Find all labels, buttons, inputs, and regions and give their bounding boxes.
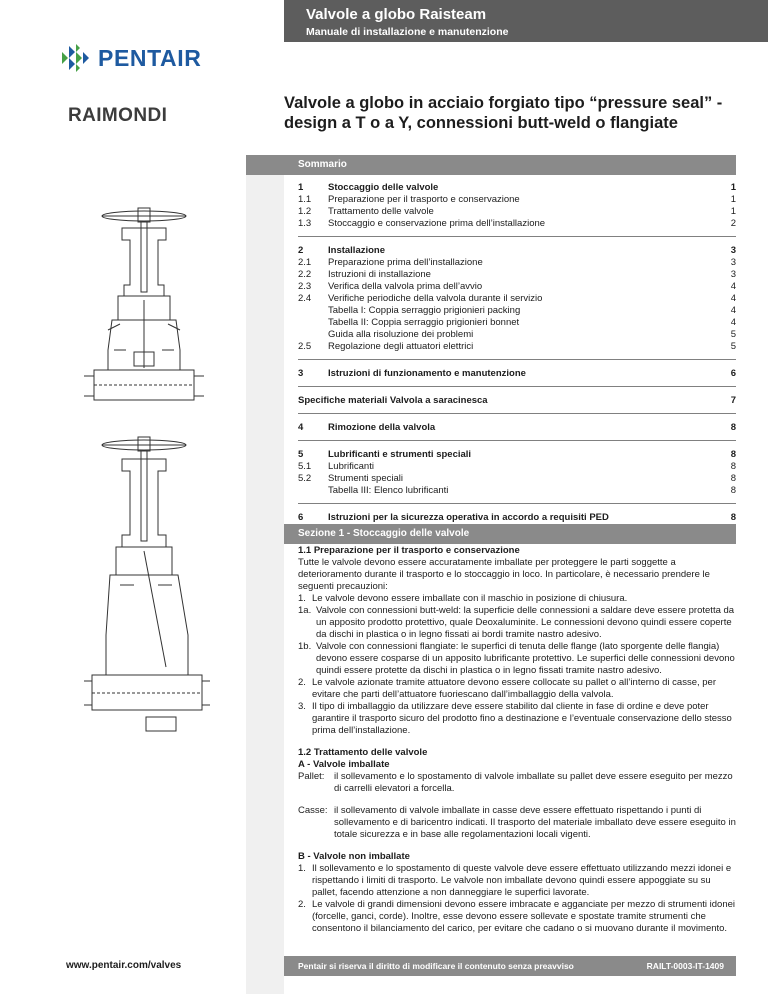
toc-entry-number: 2.2 — [298, 269, 312, 280]
pentair-logo — [60, 42, 230, 74]
toc-entry[interactable] — [298, 512, 736, 524]
header-subtitle: Manuale di installazione e manutenzione — [306, 26, 509, 38]
toc-entry-page: 4 — [730, 305, 736, 316]
toc-entry-label: Verifiche periodiche della valvola durante il servizio — [328, 293, 543, 304]
section-1-1-intro: Tutte le valvole devono essere accuratamente imballate per proteggere le parti soggette a deterioramento durante il trasporto e lo stoccaggio in loco. In particolare, è necessario prendere le seguenti precauzioni: — [298, 557, 710, 592]
toc-entry-page: 1 — [730, 206, 736, 217]
toc-entry-page: 8 — [730, 422, 736, 433]
toc-entry-page: 8 — [730, 485, 736, 496]
footer-code: RAILT-0003-IT-1409 — [646, 961, 724, 971]
document-title: Valvole a globo in acciaio forgiato tipo “pressure seal” - design a T o a Y, connessioni butt-weld o flangiate — [284, 94, 723, 132]
toc-entry[interactable] — [298, 395, 736, 407]
toc-entry-number: 3 — [298, 368, 304, 379]
toc-entry-label: Istruzioni di installazione — [328, 269, 431, 280]
toc-entry-page: 8 — [730, 473, 736, 484]
pallet-label: Pallet: — [298, 771, 325, 782]
casse-paragraph — [298, 805, 738, 841]
toc-entry[interactable] — [298, 368, 736, 380]
list-item-number: 1b. — [298, 641, 312, 652]
section-1-2b-list — [298, 863, 738, 935]
toc-group — [298, 447, 736, 504]
list-item-text: Le valvole di grandi dimensioni devono essere imbracate e agganciate per mezzo di strumenti idonei (forcelle, ganci, corde). Inoltre, esse devono essere sollevate e spostate tramite strumenti che consentono il bilanciamento del carico, per evitare che cadano o si muovano durante il movimento. — [312, 899, 735, 934]
toc-entry[interactable] — [298, 341, 736, 353]
globe-valve-t-drawing — [84, 208, 204, 400]
pentair-wordmark: PENTAIR — [98, 45, 202, 71]
toc-entry-label: Regolazione degli attuatori elettrici — [328, 341, 474, 352]
list-item — [298, 641, 738, 677]
left-gutter — [246, 155, 284, 994]
toc-entry-number: 1.3 — [298, 218, 312, 229]
footer-url[interactable]: www.pentair.com/valves — [66, 960, 182, 971]
toc-entry-number: 5.1 — [298, 461, 312, 472]
list-item-text: Le valvole azionate tramite attuatore devono essere collocate su pallet o all’interno di casse, per evitare che parti dell’attuatore fuoriescano dall’imballaggio della valvola. — [312, 677, 716, 700]
section-1-1-title: 1.1 Preparazione per il trasporto e conservazione — [298, 545, 520, 556]
toc-entry[interactable] — [298, 485, 736, 497]
footer-bar — [284, 956, 736, 976]
toc-entry-number — [298, 305, 328, 317]
list-item — [298, 605, 738, 641]
toc-entry-label: Tabella II: Coppia serraggio prigionieri bonnet — [328, 317, 520, 328]
valve-drawings — [84, 200, 249, 740]
section-1-2a-title: A - Valvole imballate — [298, 759, 390, 770]
pallet-text: il sollevamento e lo spostamento di valvole imballate su pallet deve essere eseguito per mezzo di carrelli elevatori a forcella. — [334, 771, 733, 794]
toc-entry-page: 8 — [730, 449, 736, 460]
toc-entry-label: Guida alla risoluzione dei problemi — [328, 329, 474, 340]
list-item-number: 3. — [298, 701, 306, 712]
toc-entry-label: Istruzioni per la sicurezza operativa in accordo a requisiti PED — [328, 512, 609, 523]
toc-entry-number: 2.1 — [298, 257, 312, 268]
toc-entry[interactable] — [298, 305, 736, 317]
toc-entry[interactable] — [298, 269, 736, 281]
toc-entry-label: Preparazione per il trasporto e conservazione — [328, 194, 520, 205]
section-1-1-list — [298, 593, 738, 737]
toc-entry-page: 3 — [730, 245, 736, 256]
header-bar — [284, 0, 768, 42]
toc-entry-number — [298, 317, 328, 329]
list-item — [298, 677, 738, 701]
footer-disclaimer: Pentair si riserva il diritto di modificare il contenuto senza preavviso — [298, 961, 574, 971]
toc-entry-page: 2 — [730, 218, 736, 229]
toc-entry-label: Stoccaggio e conservazione prima dell’installazione — [328, 218, 546, 229]
pentair-logo-icon — [60, 42, 92, 74]
toc-entry-number: 5.2 — [298, 473, 312, 484]
toc-entry-number — [298, 329, 328, 341]
toc-entry-number: 5 — [298, 449, 304, 460]
pallet-paragraph — [298, 771, 738, 795]
list-item-text: Le valvole devono essere imballate con il maschio in posizione di chiusura. — [312, 593, 628, 604]
toc-heading: Sommario — [298, 159, 347, 170]
toc-entry[interactable] — [298, 281, 736, 293]
list-item-text: Valvole con connessioni flangiate: le superfici di tenuta delle flange (lato sporgente delle flangia) devono essere cosparse di un apposito lubrificante protettivo. Le superfici delle connessioni devono quindi essere protette da dischi in plastica o in legno fissati tramite nastro adesivo. — [316, 641, 735, 676]
toc-entry[interactable] — [298, 194, 736, 206]
toc-group — [298, 180, 736, 237]
list-item-number: 1. — [298, 863, 306, 874]
list-item-number: 1a. — [298, 605, 312, 616]
list-item-number: 1. — [298, 593, 306, 604]
toc-entry-page: 7 — [730, 395, 736, 406]
raimondi-wordmark: RAIMONDI — [68, 105, 168, 126]
toc-entry-page: 8 — [730, 461, 736, 472]
section-1-2-title: 1.2 Trattamento delle valvole — [298, 747, 428, 758]
toc-entry-label: Strumenti speciali — [328, 473, 403, 484]
globe-valve-y-drawing — [84, 437, 210, 731]
list-item-number: 2. — [298, 899, 306, 910]
toc-entry-number — [298, 485, 328, 497]
toc-entry-label: Istruzioni di funzionamento e manutenzione — [328, 368, 526, 379]
section1-body — [298, 545, 738, 935]
list-item — [298, 899, 738, 935]
toc-entry[interactable] — [298, 317, 736, 329]
toc-entry-label: Specifiche materiali Valvola a saracinesca — [298, 395, 488, 406]
toc-entry-number: 1.1 — [298, 194, 312, 205]
casse-label: Casse: — [298, 805, 328, 816]
toc-entry-number: 1.2 — [298, 206, 312, 217]
toc-group — [298, 366, 736, 387]
toc-group — [298, 243, 736, 360]
toc-entry-number: 2.3 — [298, 281, 312, 292]
toc-entry-label: Lubrificanti e strumenti speciali — [328, 449, 472, 460]
list-item-text: Valvole con connessioni butt-weld: la superficie delle connessioni a saldare deve essere protetta da un apposito prodotto protettivo, quale Deoxaluminite. Le connessioni devono quindi essere coperte da dischi in plastica o in legno fissati ai bordi tramite nastro adesivo. — [316, 605, 735, 640]
section1-heading: Sezione 1 - Stoccaggio delle valvole — [298, 528, 470, 539]
list-item-text: Il sollevamento e lo spostamento di queste valvole deve essere effettuato utilizzando mezzi idonei e rispettando i limiti di trasporto. Le valvole non imballate devono quindi essere appoggiate su su pallet, facendo attenzione a non danneggiare le superfici lavorate. — [312, 863, 732, 898]
toc-entry[interactable] — [298, 182, 736, 194]
toc-entry-page: 4 — [730, 317, 736, 328]
toc-entry-page: 3 — [730, 257, 736, 268]
toc-entry[interactable] — [298, 245, 736, 257]
toc-entry-page: 1 — [730, 194, 736, 205]
toc-entry-label: Tabella I: Coppia serraggio prigionieri packing — [328, 305, 521, 316]
toc-entry[interactable] — [298, 449, 736, 461]
toc-entry-page: 4 — [730, 281, 736, 292]
toc-heading-bar — [284, 155, 736, 175]
toc-entry-number: 2.5 — [298, 341, 312, 352]
toc-entry-page: 3 — [730, 269, 736, 280]
list-item-number: 2. — [298, 677, 306, 688]
toc-entry-label: Rimozione della valvola — [328, 422, 436, 433]
toc-entry[interactable] — [298, 329, 736, 341]
toc-entry-page: 6 — [730, 368, 736, 379]
section1-heading-bar — [284, 524, 736, 544]
toc-entry-page: 8 — [730, 512, 736, 523]
toc-entry-label: Preparazione prima dell’installazione — [328, 257, 483, 268]
toc-entry-page: 1 — [730, 182, 736, 193]
list-item — [298, 701, 738, 737]
toc-entry-label: Verifica della valvola prima dell’avvio — [328, 281, 483, 292]
toc-entry-label: Trattamento delle valvole — [328, 206, 434, 217]
header-title: Valvole a globo Raisteam — [306, 6, 487, 23]
toc-entry-number: 6 — [298, 512, 304, 523]
list-item — [298, 863, 738, 899]
toc-entry-page: 4 — [730, 293, 736, 304]
toc-entry-label: Installazione — [328, 245, 386, 256]
toc-entry-page: 5 — [730, 341, 736, 352]
toc-entry[interactable] — [298, 257, 736, 269]
toc-entry-number: 4 — [298, 422, 304, 433]
gutter-strip — [246, 155, 284, 175]
list-item-text: Il tipo di imballaggio da utilizzare deve essere stabilito dal cliente in fase di ordine e deve poter garantire il trasporto sicuro del prodotto fino a destinazione e l’eventuale conservazione dello stesso prima dell’installazione. — [312, 701, 732, 736]
toc-entry[interactable] — [298, 206, 736, 218]
toc-entry-label: Lubrificanti — [328, 461, 374, 472]
section-1-2b-title: B - Valvole non imballate — [298, 851, 410, 862]
casse-text: il sollevamento di valvole imballate in casse deve essere effettuato rispettando i punti di sollevamento e di baricentro indicati. Il trasporto del materiale imballato deve essere eseguito in totale sicurezza e in base alle regolamentazioni locali vigenti. — [334, 805, 736, 840]
toc-entry[interactable] — [298, 293, 736, 305]
toc-entry[interactable] — [298, 473, 736, 485]
toc-entry[interactable] — [298, 422, 736, 434]
toc-entry[interactable] — [298, 218, 736, 230]
table-of-contents — [298, 180, 736, 537]
toc-entry-label: Stoccaggio delle valvole — [328, 182, 439, 193]
toc-entry-page: 5 — [730, 329, 736, 340]
toc-group — [298, 420, 736, 441]
list-item — [298, 593, 738, 605]
toc-entry-number: 2 — [298, 245, 304, 256]
toc-entry[interactable] — [298, 461, 736, 473]
toc-group — [298, 393, 736, 414]
toc-entry-number: 1 — [298, 182, 304, 193]
toc-entry-number: 2.4 — [298, 293, 312, 304]
toc-entry-label: Tabella III: Elenco lubrificanti — [328, 485, 449, 496]
